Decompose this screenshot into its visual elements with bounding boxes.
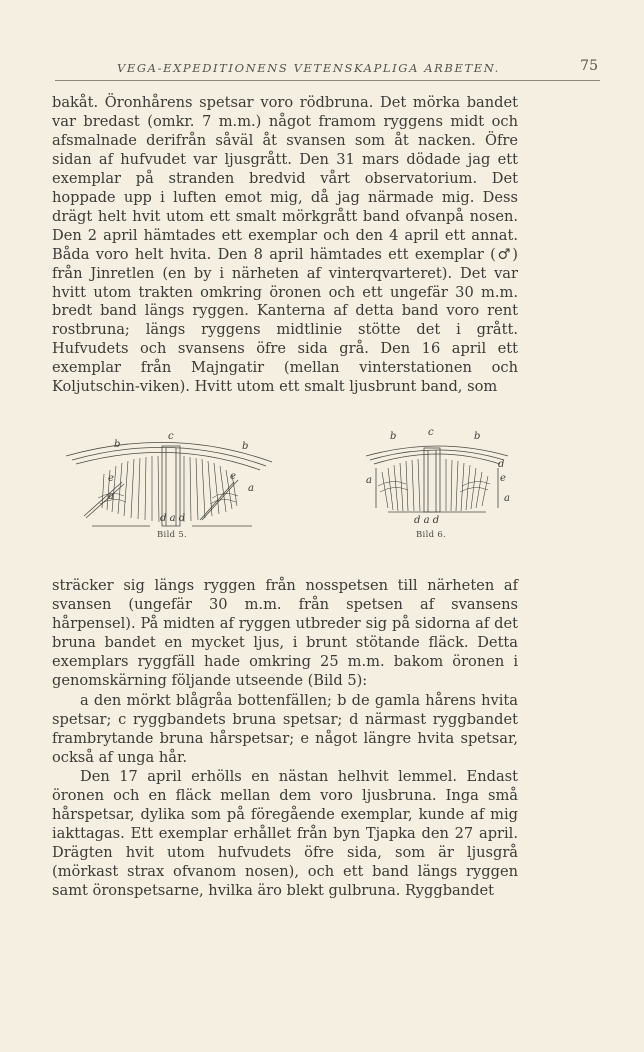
- running-head: [55, 58, 600, 81]
- fig6-label-bottom: d a d: [414, 515, 440, 526]
- figure-bild-6: [358, 428, 518, 546]
- paragraph-1: bakåt. Öronhårens spetsar voro rödbruna. Det mörka bandet var bredast (omkr. 7 m.m.) något framom ryggens midt och afsmalnade derifrån såväl åt svansen som åt nacken. Öfre sidan af hufvudet var ljusgrått. Den 31 mars dödade jag ett exemplar på stranden bredvid vårt observatorium. Det hoppade upp i luften emot mig, då jag närmade mig. Dess drägt helt hvit utom ett smalt mörkgrått band ofvanpå nosen. Den 2 april hämtades ett exemplar och den 4 april ett annat. Båda voro helt hvita. Den 8 april hämtades ett exemplar (♂) från Jinretlen (en by i närheten af vinterqvarteret). Det var hvitt utom trakten omkring öronen och ett ungefär 30 m.m. bredt band längs ryggen. Kanterna af detta band voro rent rostbruna; längs ryggens midtlinie stötte det i grått. Hufvudets och svansens öfre sida grå. Den 16 april ett exemplar från Majngatir (mellan vinterstationen och Koljutschin-viken). Hvitt utom ett smalt ljusbrunt band, som: [52, 94, 518, 396]
- fig6-label-b-right: b: [474, 431, 481, 442]
- figure-6-caption: Bild 6.: [416, 530, 447, 540]
- fig5-label-e-left: e: [108, 473, 114, 484]
- figure-6-drawing: [358, 428, 518, 546]
- paragraph-4: Den 17 april erhölls en nästan helhvit lemmel. Endast öronen och en fläck mellan dem voro ljusbruna. Inga små hårspetsar, dylika som på föregående exemplar, kunde af mig iakttagas. Ett exemplar erhållet från byn Tjapka den 27 april. Drägten hvit utom hufvudets öfre sida, som är ljusgrå (mörkast strax ofvanom nosen), och ett band längs ryggen samt öronspetsarne, hvilka äro blekt gulbruna. Ryggbandet: [52, 768, 518, 899]
- fig5-label-a-left: a: [108, 491, 114, 502]
- fig6-label-c: c: [428, 427, 434, 438]
- fig5-label-e-right: e: [230, 471, 236, 482]
- fig6-label-a-left: a: [366, 475, 372, 486]
- figure-5-caption: Bild 5.: [157, 530, 188, 540]
- fig5-label-b-right: b: [242, 441, 249, 452]
- figure-bild-5: [62, 428, 282, 546]
- fig6-label-e-right: e: [500, 473, 506, 484]
- fig5-label-c: c: [168, 431, 174, 442]
- fig5-label-a-right: a: [248, 483, 254, 494]
- page-number: 75: [580, 58, 598, 74]
- fig5-label-bottom: d a d: [160, 513, 186, 524]
- fig6-label-a-right: a: [504, 493, 510, 504]
- fig5-label-b-left: b: [114, 439, 121, 450]
- fig6-label-b-left: b: [390, 431, 397, 442]
- running-title: VEGA-EXPEDITIONENS VETENSKAPLIGA ARBETEN.: [117, 61, 500, 75]
- paragraph-2: sträcker sig längs ryggen från nosspetsen till närheten af svansen (ungefär 30 m.m. från spetsen af svansens hårpensel). På midten af ryggen utbreder sig på sidorna af det bruna bandet en mycket ljus, i brunt stötande fläck. Detta exemplars ryggfäll hade omkring 25 m.m. bakom öronen i genomskärning följande utseende (Bild 5):: [52, 577, 518, 689]
- fig6-label-d-right: d: [498, 459, 505, 470]
- paragraph-3-legend: a den mörkt blågråa bottenfällen; b de gamla hårens hvita spetsar; c ryggbandets bruna spetsar; d närmast ryggbandet frambrytande bruna hårspetsar; e något längre hvita spetsar, också af unga hår.: [52, 692, 518, 766]
